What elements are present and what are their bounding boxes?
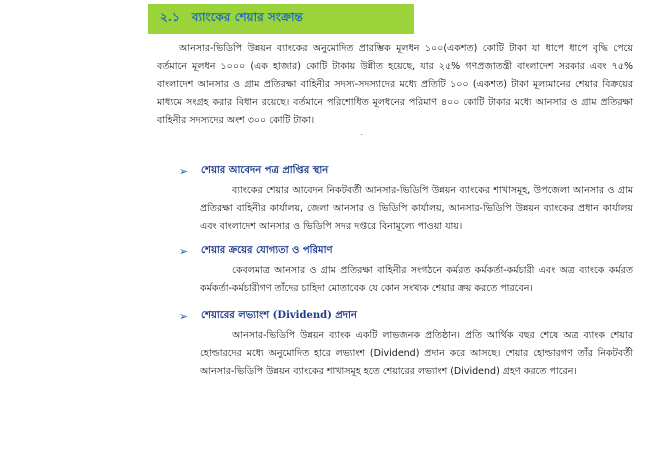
section-body: আনসার-ভিডিপি উন্নয়ন ব্যাংক একটি লাভজনক প্রতিষ্ঠান। প্রতি আর্থিক বছর শেষে অত্র ব্যাংক শেয়ার হোল্ডারদের মধ্যে অনুমোদিত হারে লভ্যাংশ (Dividend) প্রদান করে আসছে। শেয়ার হোল্ডারগণ তাঁর নিকটবর্তী আনসার-ভিডিপি উন্নয়ন ব্যাংকের শাখাসমূহ হতে শেয়ারের লভ্যাংশ (Dividend) গ্রহণ করতে পারেন। bbox=[200, 330, 633, 377]
intro-paragraph: আনসার-ভিডিপি উন্নয়ন ব্যাংকের অনুমোদিত প্রারম্ভিক মূলধন ১০০(একশত) কোটি টাকা যা ধাপে ধাপে বৃদ্ধি পেয়ে বর্তমানে মূলধন ১০০০ (এক হাজার) কোটি টাকায় উন্নীত হয়েছে, যার ২৫% গণপ্রজাতন্ত্রী বাংলাদেশ সরকার এবং ৭৫% বাংলাদেশ আনসার ও গ্রাম প্রতিরক্ষা বাহিনীর সদস্য-সদস্যাদের মধ্যে প্রতিটি ১০০ (একশত) টাকা মূল্যমানের শেয়ার বিক্রয়ের মাধ্যমে সংগ্রহ করার বিধান রয়েছে। বর্তমানে পরিশোধিত মূলধনের পরিমাণ ৪০০ কোটি টাকার মধ্যে আনসার ও গ্রাম প্রতিরক্ষা বাহিনীর সদস্যদের অংশ ৩০০ কোটি টাকা। bbox=[157, 43, 633, 126]
arrow-bullet-icon: ➢ bbox=[179, 164, 189, 178]
heading-number: ২.১ bbox=[160, 10, 180, 24]
section-title: শেয়ারের লভ্যাংশ (Dividend) প্রদান bbox=[201, 309, 357, 321]
section-title: শেয়ার আবেদন পত্র প্রাপ্তির স্থান bbox=[201, 164, 329, 176]
arrow-bullet-icon: ➢ bbox=[179, 309, 189, 323]
arrow-bullet-icon: ➢ bbox=[179, 244, 189, 258]
section-application-location bbox=[175, 162, 633, 236]
section-body: কেবলমাত্র আনসার ও গ্রাম প্রতিরক্ষা বাহিনীর সংগঠনে কর্মরত কর্মকর্তা-কর্মচারী এবং অত্র ব্যাংকে কর্মরত কর্মকর্তা-কর্মচারীগণ তাঁদের চাহিদা মোতাবেক যে কোন সংখ্যক শেয়ার ক্রয় করতে পারবেন। bbox=[200, 265, 633, 294]
section-body: ব্যাংকের শেয়ার আবেদন নিকটবর্তী আনসার-ভিডিপি উন্নয়ন ব্যাংকের শাখাসমূহ, উপজেলা আনসার ও গ্রাম প্রতিরক্ষা বাহিনীর কার্যালয়, জেলা আনসার ও ভিডিপি কার্যালয়, আনসার-ভিডিপি উন্নয়ন ব্যাংকের প্রধান কার্যালয় এবং বাংলাদেশ আনসার ও ভিডিপি সদর দপ্তরে বিনামূল্যে পাওয়া যায়। bbox=[200, 185, 633, 232]
section-heading bbox=[148, 4, 414, 34]
section-title: শেয়ার ক্রয়ের যোগ্যতা ও পরিমাণ bbox=[201, 244, 333, 256]
stray-dot: . bbox=[360, 128, 363, 137]
heading-title: ব্যাংকের শেয়ার সংক্রান্ত bbox=[191, 10, 303, 24]
section-eligibility bbox=[175, 242, 633, 298]
section-dividend bbox=[175, 307, 633, 381]
